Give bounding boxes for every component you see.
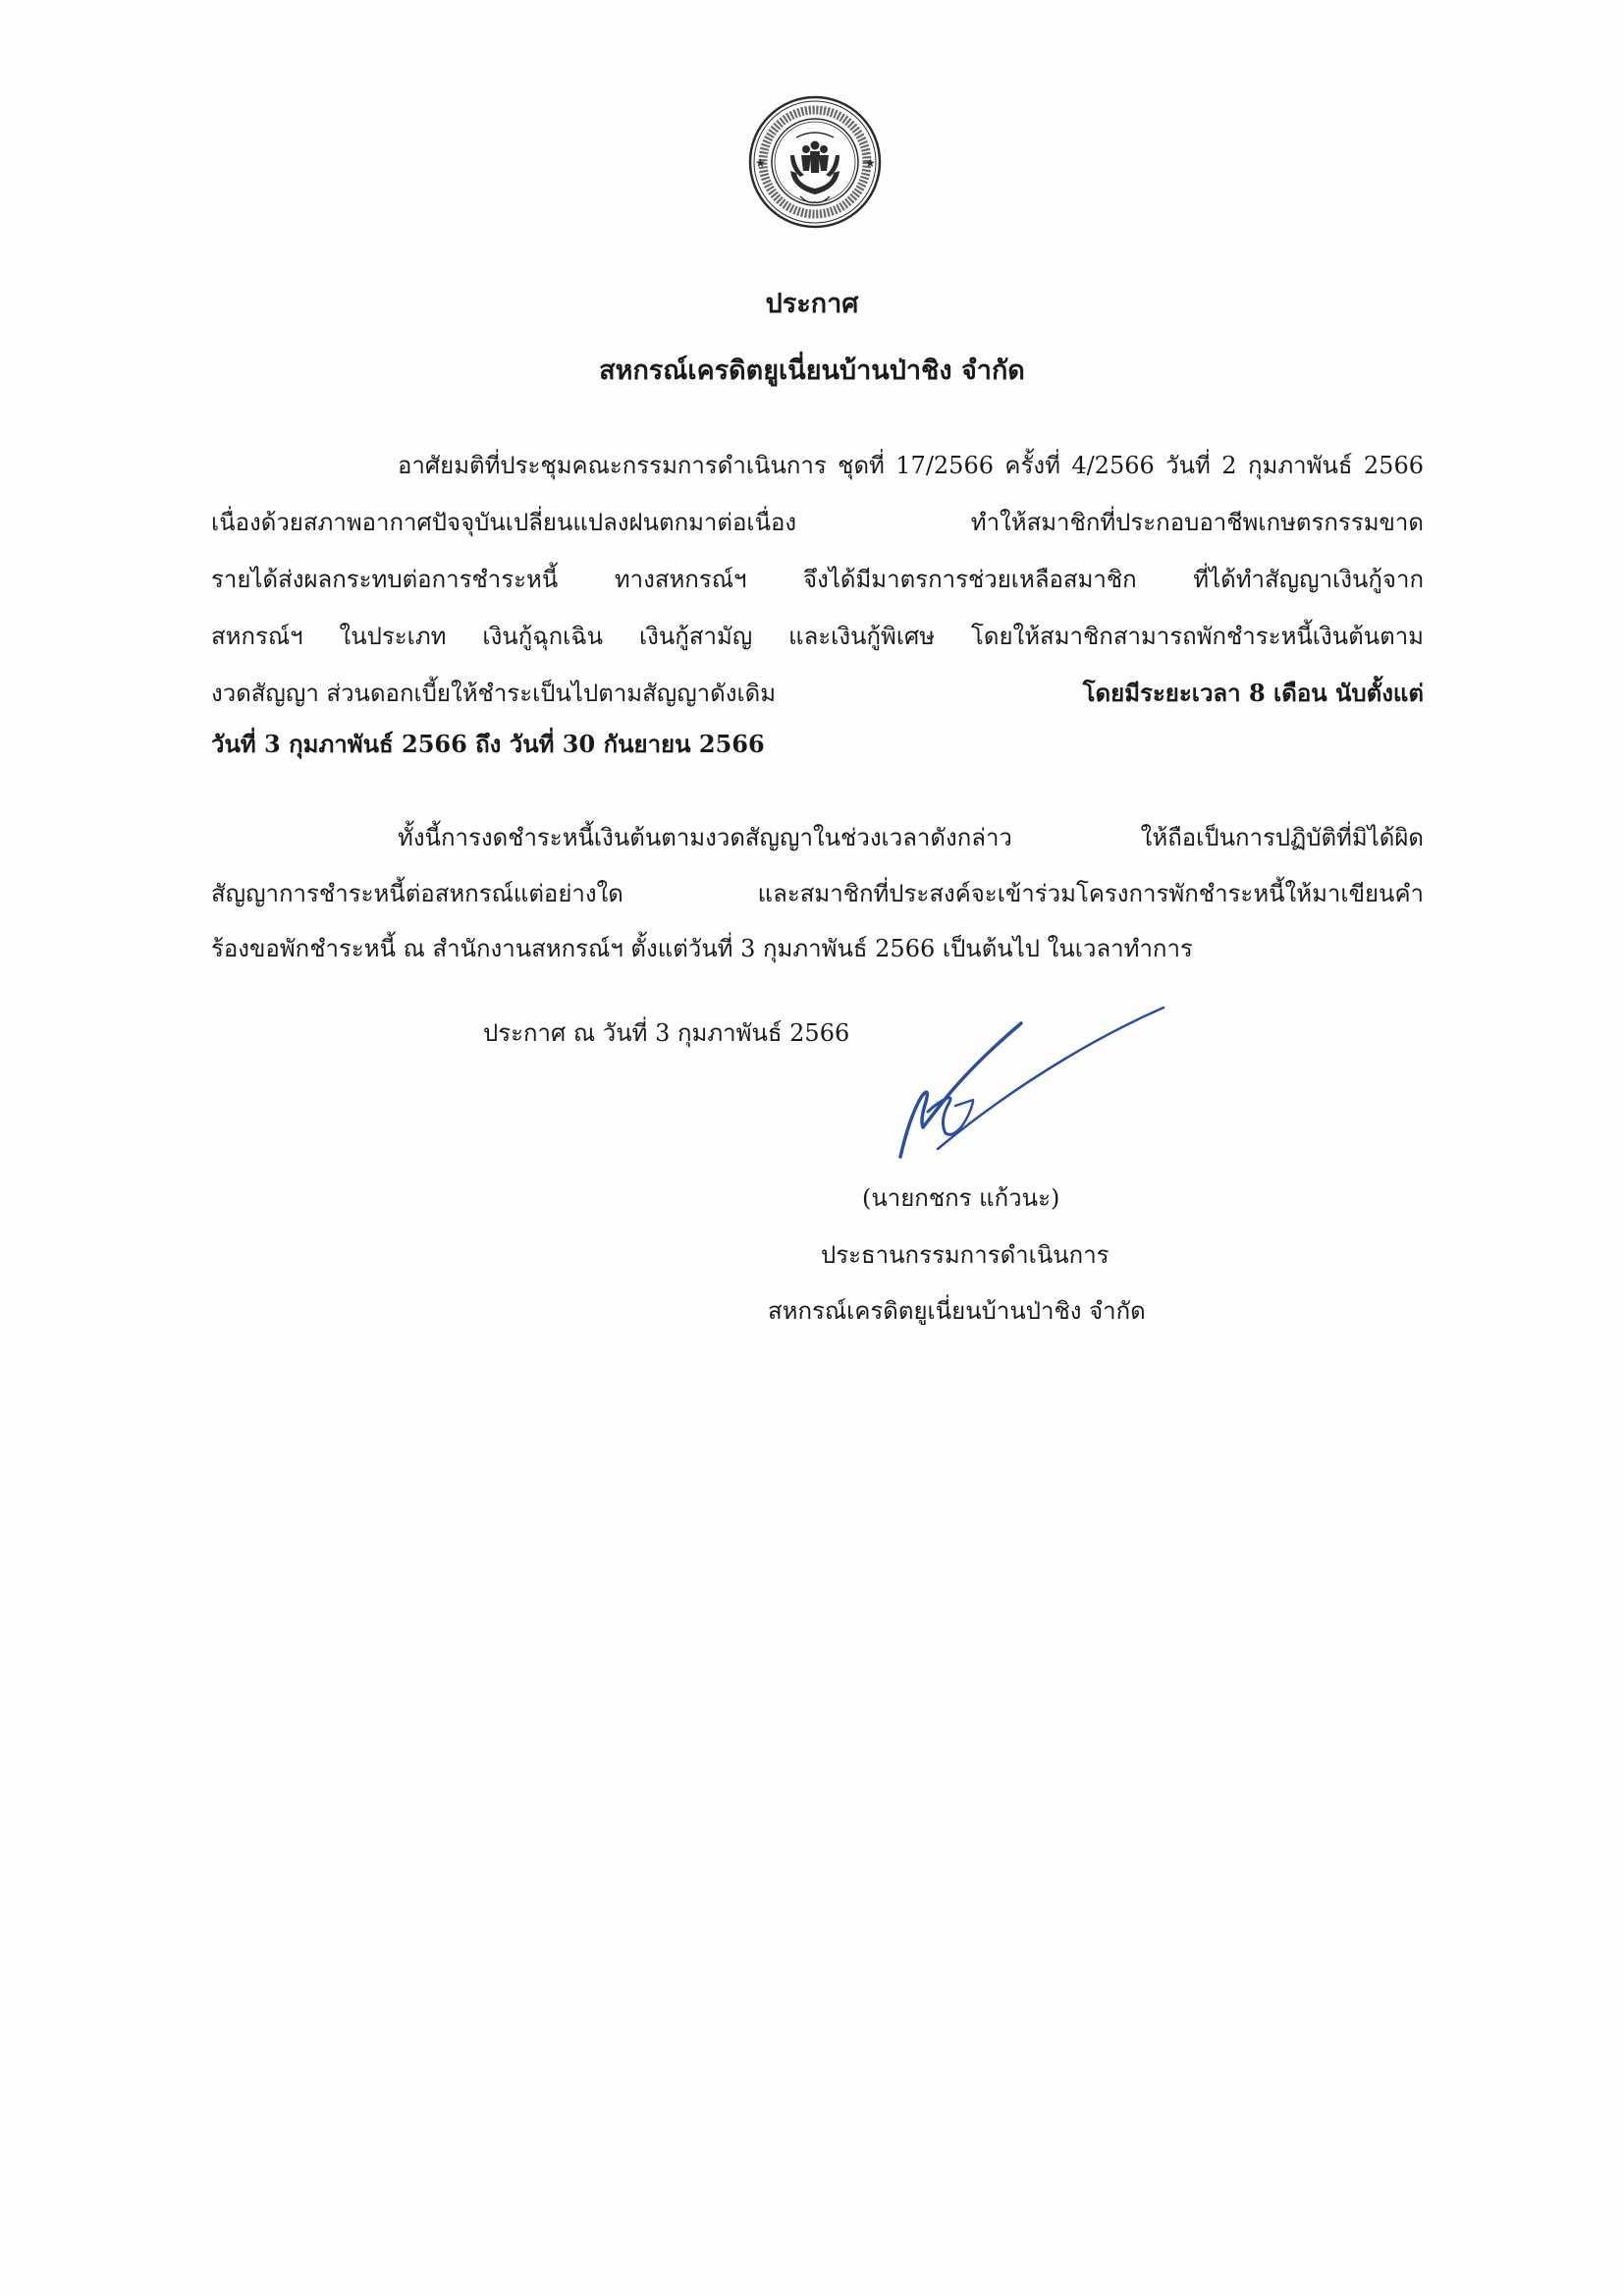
document-title: ประกาศ	[765, 289, 859, 319]
announcement-date: ประกาศ ณ วันที่ 3 กุมภาพันธ์ 2566	[483, 1019, 850, 1047]
handwritten-signature	[879, 1002, 1232, 1178]
paragraph1-line5-bold: โดยมีระยะเวลา 8 เดือน นับตั้งแต่	[1082, 679, 1424, 707]
paragraph1-line: สหกรณ์ฯ ในประเภท เงินกู้ฉุกเฉิน เงินกู้สามัญ และเงินกู้พิเศษ โดยให้สมาชิกสามารถพักชำระหนี้เงินต้นตาม	[211, 623, 1424, 650]
paragraph2-line: สัญญาการชำระหนี้ต่อสหกรณ์แต่อย่างใด และสมาชิกที่ประสงค์จะเข้าร่วมโครงการพักชำระหนี้ให้มาเขียนคำ	[211, 880, 1424, 907]
paragraph1-line: รายได้ส่งผลกระทบต่อการชำระหนี้ ทางสหกรณ์ฯ จึงได้มีมาตรการช่วยเหลือสมาชิก ที่ได้ทำสัญญาเงินกู้จาก	[211, 566, 1424, 593]
paragraph1-line6-bold: วันที่ 3 กุมภาพันธ์ 2566 ถึง วันที่ 30 กันยายน 2566	[211, 730, 765, 758]
organization-name: สหกรณ์เครดิตยูเนี่ยนบ้านป่าชิง จำกัด	[599, 355, 1025, 386]
paragraph1-line5-normal: งวดสัญญา ส่วนดอกเบี้ยให้ชำระเป็นไปตามสัญญาดังเดิม	[211, 680, 777, 707]
signer-position: ประธานกรรมการดำเนินการ	[821, 1241, 1110, 1269]
paragraph1-line: อาศัยมติที่ประชุมคณะกรรมการดำเนินการ ชุดที่ 17/2566 ครั้งที่ 4/2566 วันที่ 2 กุมภาพันธ์ 2566	[398, 452, 1424, 479]
cooperative-seal-icon	[747, 94, 883, 230]
svg-text:★: ★	[865, 156, 876, 170]
signer-organization: สหกรณ์เครดิตยูเนี่ยนบ้านป่าชิง จำกัด	[768, 1297, 1146, 1325]
paragraph1-line: เนื่องด้วยสภาพอากาศปัจจุบันเปลี่ยนแปลงฝนตกมาต่อเนื่อง ทำให้สมาชิกที่ประกอบอาชีพเกษตรกรรมขาด	[211, 509, 1424, 536]
paragraph2-line: ร้องขอพักชำระหนี้ ณ สำนักงานสหกรณ์ฯ ตั้งแต่วันที่ 3 กุมภาพันธ์ 2566 เป็นต้นไป ในเวลาทำการ	[211, 935, 1193, 962]
signer-name: (นายกชกร แก้วนะ)	[862, 1184, 1060, 1212]
svg-text:★: ★	[755, 156, 766, 170]
paragraph1-line	[211, 674, 1424, 713]
paragraph2-line: ทั้งนี้การงดชำระหนี้เงินต้นตามงวดสัญญาในช่วงเวลาดังกล่าว ให้ถือเป็นการปฏิบัติที่มิได้ผิด	[398, 824, 1424, 851]
